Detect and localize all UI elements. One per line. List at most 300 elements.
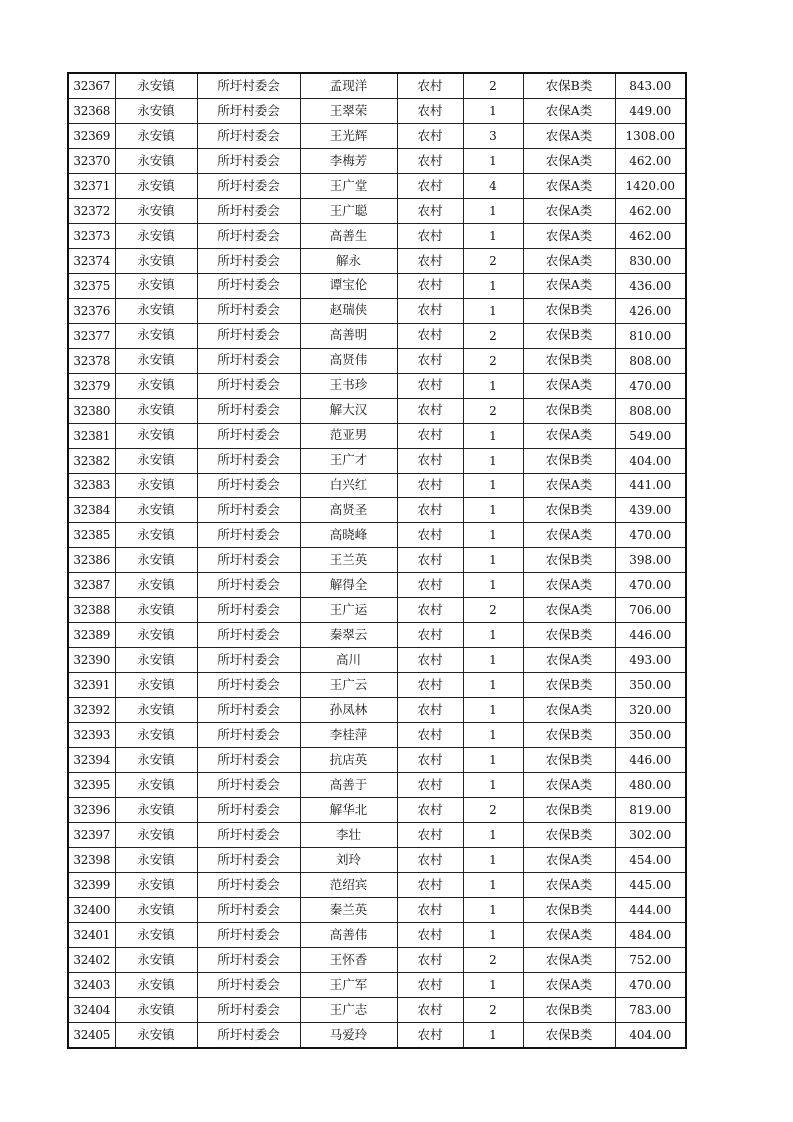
amount-cell: 752.00 [615, 947, 686, 972]
table-row [68, 148, 686, 173]
insurance-category-cell: 农保A类 [523, 873, 615, 898]
person-name-cell: 王兰英 [300, 548, 397, 573]
amount-cell: 446.00 [615, 623, 686, 648]
town-cell: 永安镇 [115, 648, 197, 673]
household-count-cell: 1 [463, 873, 523, 898]
area-type-cell: 农村 [397, 473, 463, 498]
area-type-cell: 农村 [397, 348, 463, 373]
record-id-cell: 32388 [68, 598, 115, 623]
person-name-cell: 抗店英 [300, 748, 397, 773]
amount-cell: 484.00 [615, 922, 686, 947]
amount-cell: 783.00 [615, 997, 686, 1022]
person-name-cell: 高善明 [300, 323, 397, 348]
person-name-cell: 高贤伟 [300, 348, 397, 373]
amount-cell: 404.00 [615, 1022, 686, 1047]
village-committee-cell: 所圩村委会 [197, 573, 300, 598]
record-id-cell: 32385 [68, 523, 115, 548]
household-count-cell: 1 [463, 723, 523, 748]
record-id-cell: 32374 [68, 248, 115, 273]
table-row [68, 248, 686, 273]
insurance-category-cell: 农保A类 [523, 972, 615, 997]
insurance-category-cell: 农保A类 [523, 773, 615, 798]
town-cell: 永安镇 [115, 972, 197, 997]
amount-cell: 398.00 [615, 548, 686, 573]
area-type-cell: 农村 [397, 423, 463, 448]
person-name-cell: 解大汉 [300, 398, 397, 423]
insurance-category-cell: 农保A类 [523, 598, 615, 623]
table-row [68, 922, 686, 947]
record-id-cell: 32403 [68, 972, 115, 997]
household-count-cell: 2 [463, 73, 523, 98]
table-row [68, 947, 686, 972]
table-row [68, 848, 686, 873]
town-cell: 永安镇 [115, 248, 197, 273]
village-committee-cell: 所圩村委会 [197, 423, 300, 448]
person-name-cell: 王广军 [300, 972, 397, 997]
insurance-category-cell: 农保A类 [523, 947, 615, 972]
person-name-cell: 王广堂 [300, 173, 397, 198]
area-type-cell: 农村 [397, 648, 463, 673]
village-committee-cell: 所圩村委会 [197, 972, 300, 997]
insurance-category-cell: 农保B类 [523, 723, 615, 748]
amount-cell: 470.00 [615, 373, 686, 398]
record-id-cell: 32393 [68, 723, 115, 748]
household-count-cell: 1 [463, 148, 523, 173]
household-count-cell: 1 [463, 423, 523, 448]
record-id-cell: 32378 [68, 348, 115, 373]
person-name-cell: 王广云 [300, 673, 397, 698]
village-committee-cell: 所圩村委会 [197, 598, 300, 623]
record-id-cell: 32377 [68, 323, 115, 348]
record-id-cell: 32391 [68, 673, 115, 698]
household-count-cell: 1 [463, 498, 523, 523]
household-count-cell: 1 [463, 773, 523, 798]
table-row [68, 198, 686, 223]
household-count-cell: 1 [463, 972, 523, 997]
record-id-cell: 32367 [68, 73, 115, 98]
table-row [68, 997, 686, 1022]
household-count-cell: 1 [463, 823, 523, 848]
insurance-category-cell: 农保A类 [523, 523, 615, 548]
record-id-cell: 32404 [68, 997, 115, 1022]
record-id-cell: 32381 [68, 423, 115, 448]
table-row [68, 972, 686, 997]
area-type-cell: 农村 [397, 398, 463, 423]
amount-cell: 462.00 [615, 148, 686, 173]
village-committee-cell: 所圩村委会 [197, 273, 300, 298]
amount-cell: 302.00 [615, 823, 686, 848]
village-committee-cell: 所圩村委会 [197, 873, 300, 898]
person-name-cell: 马爱玲 [300, 1022, 397, 1047]
table-row [68, 1022, 686, 1047]
town-cell: 永安镇 [115, 198, 197, 223]
household-count-cell: 1 [463, 573, 523, 598]
area-type-cell: 农村 [397, 972, 463, 997]
household-count-cell: 4 [463, 173, 523, 198]
amount-cell: 462.00 [615, 223, 686, 248]
town-cell: 永安镇 [115, 148, 197, 173]
village-committee-cell: 所圩村委会 [197, 98, 300, 123]
area-type-cell: 农村 [397, 723, 463, 748]
household-count-cell: 1 [463, 1022, 523, 1047]
record-id-cell: 32390 [68, 648, 115, 673]
town-cell: 永安镇 [115, 997, 197, 1022]
person-name-cell: 高川 [300, 648, 397, 673]
area-type-cell: 农村 [397, 897, 463, 922]
person-name-cell: 李桂萍 [300, 723, 397, 748]
household-count-cell: 1 [463, 673, 523, 698]
village-committee-cell: 所圩村委会 [197, 1022, 300, 1047]
record-id-cell: 32384 [68, 498, 115, 523]
amount-cell: 493.00 [615, 648, 686, 673]
insurance-category-cell: 农保B类 [523, 448, 615, 473]
town-cell: 永安镇 [115, 373, 197, 398]
amount-cell: 819.00 [615, 798, 686, 823]
town-cell: 永安镇 [115, 947, 197, 972]
amount-cell: 350.00 [615, 723, 686, 748]
table-row [68, 123, 686, 148]
household-count-cell: 1 [463, 922, 523, 947]
table-body [68, 73, 686, 1048]
insurance-category-cell: 农保B类 [523, 897, 615, 922]
person-name-cell: 高善于 [300, 773, 397, 798]
village-committee-cell: 所圩村委会 [197, 648, 300, 673]
record-id-cell: 32376 [68, 298, 115, 323]
insurance-category-cell: 农保A类 [523, 98, 615, 123]
table-row [68, 173, 686, 198]
insurance-category-cell: 农保B类 [523, 623, 615, 648]
amount-cell: 441.00 [615, 473, 686, 498]
insurance-category-cell: 农保B类 [523, 398, 615, 423]
household-count-cell: 2 [463, 947, 523, 972]
amount-cell: 436.00 [615, 273, 686, 298]
area-type-cell: 农村 [397, 373, 463, 398]
record-id-cell: 32375 [68, 273, 115, 298]
village-committee-cell: 所圩村委会 [197, 623, 300, 648]
amount-cell: 449.00 [615, 98, 686, 123]
person-name-cell: 李梅芳 [300, 148, 397, 173]
household-count-cell: 2 [463, 348, 523, 373]
area-type-cell: 农村 [397, 173, 463, 198]
area-type-cell: 农村 [397, 673, 463, 698]
amount-cell: 549.00 [615, 423, 686, 448]
village-committee-cell: 所圩村委会 [197, 523, 300, 548]
household-count-cell: 1 [463, 223, 523, 248]
table-row [68, 623, 686, 648]
town-cell: 永安镇 [115, 897, 197, 922]
record-id-cell: 32370 [68, 148, 115, 173]
table-row [68, 823, 686, 848]
village-committee-cell: 所圩村委会 [197, 448, 300, 473]
household-count-cell: 1 [463, 623, 523, 648]
area-type-cell: 农村 [397, 873, 463, 898]
amount-cell: 454.00 [615, 848, 686, 873]
area-type-cell: 农村 [397, 922, 463, 947]
amount-cell: 706.00 [615, 598, 686, 623]
area-type-cell: 农村 [397, 748, 463, 773]
amount-cell: 439.00 [615, 498, 686, 523]
town-cell: 永安镇 [115, 873, 197, 898]
amount-cell: 808.00 [615, 398, 686, 423]
insurance-category-cell: 农保B类 [523, 997, 615, 1022]
insurance-category-cell: 农保B类 [523, 498, 615, 523]
amount-cell: 446.00 [615, 748, 686, 773]
amount-cell: 444.00 [615, 897, 686, 922]
village-committee-cell: 所圩村委会 [197, 848, 300, 873]
amount-cell: 810.00 [615, 323, 686, 348]
insurance-category-cell: 农保B类 [523, 748, 615, 773]
person-name-cell: 王翠荣 [300, 98, 397, 123]
village-committee-cell: 所圩村委会 [197, 173, 300, 198]
household-count-cell: 2 [463, 997, 523, 1022]
town-cell: 永安镇 [115, 1022, 197, 1047]
household-count-cell: 1 [463, 897, 523, 922]
table-row [68, 673, 686, 698]
person-name-cell: 王光辉 [300, 123, 397, 148]
area-type-cell: 农村 [397, 573, 463, 598]
person-name-cell: 解永 [300, 248, 397, 273]
person-name-cell: 谭宝伦 [300, 273, 397, 298]
area-type-cell: 农村 [397, 997, 463, 1022]
person-name-cell: 赵瑞侠 [300, 298, 397, 323]
record-id-cell: 32397 [68, 823, 115, 848]
person-name-cell: 王广聪 [300, 198, 397, 223]
household-count-cell: 1 [463, 198, 523, 223]
town-cell: 永安镇 [115, 298, 197, 323]
person-name-cell: 王书珍 [300, 373, 397, 398]
area-type-cell: 农村 [397, 773, 463, 798]
town-cell: 永安镇 [115, 348, 197, 373]
person-name-cell: 王广才 [300, 448, 397, 473]
insurance-category-cell: 农保A类 [523, 848, 615, 873]
town-cell: 永安镇 [115, 98, 197, 123]
town-cell: 永安镇 [115, 823, 197, 848]
person-name-cell: 解得全 [300, 573, 397, 598]
amount-cell: 462.00 [615, 198, 686, 223]
town-cell: 永安镇 [115, 698, 197, 723]
town-cell: 永安镇 [115, 673, 197, 698]
insurance-category-cell: 农保A类 [523, 423, 615, 448]
town-cell: 永安镇 [115, 398, 197, 423]
table-row [68, 598, 686, 623]
household-count-cell: 1 [463, 523, 523, 548]
amount-cell: 320.00 [615, 698, 686, 723]
subsidy-roster-table [67, 72, 687, 1049]
insurance-category-cell: 农保A类 [523, 248, 615, 273]
person-name-cell: 高善伟 [300, 922, 397, 947]
village-committee-cell: 所圩村委会 [197, 73, 300, 98]
record-id-cell: 32380 [68, 398, 115, 423]
area-type-cell: 农村 [397, 298, 463, 323]
household-count-cell: 1 [463, 548, 523, 573]
insurance-category-cell: 农保B类 [523, 348, 615, 373]
insurance-category-cell: 农保A类 [523, 148, 615, 173]
area-type-cell: 农村 [397, 523, 463, 548]
record-id-cell: 32368 [68, 98, 115, 123]
person-name-cell: 王广志 [300, 997, 397, 1022]
town-cell: 永安镇 [115, 448, 197, 473]
person-name-cell: 秦翠云 [300, 623, 397, 648]
table-row [68, 573, 686, 598]
town-cell: 永安镇 [115, 623, 197, 648]
amount-cell: 470.00 [615, 573, 686, 598]
area-type-cell: 农村 [397, 323, 463, 348]
area-type-cell: 农村 [397, 198, 463, 223]
insurance-category-cell: 农保B类 [523, 323, 615, 348]
household-count-cell: 1 [463, 298, 523, 323]
insurance-category-cell: 农保A类 [523, 198, 615, 223]
amount-cell: 470.00 [615, 972, 686, 997]
town-cell: 永安镇 [115, 548, 197, 573]
record-id-cell: 32394 [68, 748, 115, 773]
insurance-category-cell: 农保A类 [523, 573, 615, 598]
household-count-cell: 2 [463, 798, 523, 823]
village-committee-cell: 所圩村委会 [197, 248, 300, 273]
table-row [68, 73, 686, 98]
insurance-category-cell: 农保A类 [523, 373, 615, 398]
record-id-cell: 32371 [68, 173, 115, 198]
insurance-category-cell: 农保A类 [523, 223, 615, 248]
household-count-cell: 1 [463, 698, 523, 723]
town-cell: 永安镇 [115, 798, 197, 823]
table-row [68, 273, 686, 298]
record-id-cell: 32398 [68, 848, 115, 873]
table-row [68, 523, 686, 548]
area-type-cell: 农村 [397, 698, 463, 723]
insurance-category-cell: 农保A类 [523, 648, 615, 673]
record-id-cell: 32369 [68, 123, 115, 148]
amount-cell: 404.00 [615, 448, 686, 473]
amount-cell: 445.00 [615, 873, 686, 898]
village-committee-cell: 所圩村委会 [197, 947, 300, 972]
household-count-cell: 1 [463, 848, 523, 873]
town-cell: 永安镇 [115, 523, 197, 548]
person-name-cell: 范亚男 [300, 423, 397, 448]
table-row [68, 773, 686, 798]
area-type-cell: 农村 [397, 273, 463, 298]
table-row [68, 298, 686, 323]
table-row [68, 98, 686, 123]
amount-cell: 480.00 [615, 773, 686, 798]
village-committee-cell: 所圩村委会 [197, 723, 300, 748]
household-count-cell: 1 [463, 648, 523, 673]
amount-cell: 1308.00 [615, 123, 686, 148]
town-cell: 永安镇 [115, 922, 197, 947]
insurance-category-cell: 农保A类 [523, 698, 615, 723]
table-row [68, 223, 686, 248]
person-name-cell: 高善生 [300, 223, 397, 248]
town-cell: 永安镇 [115, 598, 197, 623]
person-name-cell: 范绍宾 [300, 873, 397, 898]
record-id-cell: 32395 [68, 773, 115, 798]
table-row [68, 398, 686, 423]
person-name-cell: 高晓峰 [300, 523, 397, 548]
record-id-cell: 32396 [68, 798, 115, 823]
town-cell: 永安镇 [115, 273, 197, 298]
record-id-cell: 32400 [68, 897, 115, 922]
record-id-cell: 32372 [68, 198, 115, 223]
table-row [68, 897, 686, 922]
table-row [68, 323, 686, 348]
town-cell: 永安镇 [115, 498, 197, 523]
table-row [68, 373, 686, 398]
person-name-cell: 刘玲 [300, 848, 397, 873]
record-id-cell: 32402 [68, 947, 115, 972]
amount-cell: 1420.00 [615, 173, 686, 198]
record-id-cell: 32399 [68, 873, 115, 898]
household-count-cell: 1 [463, 748, 523, 773]
table-row [68, 473, 686, 498]
person-name-cell: 高贤圣 [300, 498, 397, 523]
record-id-cell: 32382 [68, 448, 115, 473]
village-committee-cell: 所圩村委会 [197, 398, 300, 423]
village-committee-cell: 所圩村委会 [197, 823, 300, 848]
village-committee-cell: 所圩村委会 [197, 798, 300, 823]
insurance-category-cell: 农保B类 [523, 798, 615, 823]
village-committee-cell: 所圩村委会 [197, 223, 300, 248]
person-name-cell: 孙凤林 [300, 698, 397, 723]
village-committee-cell: 所圩村委会 [197, 698, 300, 723]
amount-cell: 350.00 [615, 673, 686, 698]
household-count-cell: 2 [463, 323, 523, 348]
insurance-category-cell: 农保B类 [523, 298, 615, 323]
area-type-cell: 农村 [397, 598, 463, 623]
amount-cell: 830.00 [615, 248, 686, 273]
household-count-cell: 2 [463, 398, 523, 423]
household-count-cell: 1 [463, 373, 523, 398]
village-committee-cell: 所圩村委会 [197, 323, 300, 348]
table-row [68, 748, 686, 773]
insurance-category-cell: 农保A类 [523, 123, 615, 148]
record-id-cell: 32383 [68, 473, 115, 498]
amount-cell: 470.00 [615, 523, 686, 548]
area-type-cell: 农村 [397, 448, 463, 473]
village-committee-cell: 所圩村委会 [197, 198, 300, 223]
area-type-cell: 农村 [397, 123, 463, 148]
person-name-cell: 孟现洋 [300, 73, 397, 98]
town-cell: 永安镇 [115, 573, 197, 598]
area-type-cell: 农村 [397, 1022, 463, 1047]
insurance-category-cell: 农保A类 [523, 273, 615, 298]
record-id-cell: 32387 [68, 573, 115, 598]
village-committee-cell: 所圩村委会 [197, 498, 300, 523]
area-type-cell: 农村 [397, 248, 463, 273]
amount-cell: 808.00 [615, 348, 686, 373]
town-cell: 永安镇 [115, 773, 197, 798]
village-committee-cell: 所圩村委会 [197, 148, 300, 173]
record-id-cell: 32401 [68, 922, 115, 947]
amount-cell: 426.00 [615, 298, 686, 323]
town-cell: 永安镇 [115, 473, 197, 498]
person-name-cell: 白兴红 [300, 473, 397, 498]
town-cell: 永安镇 [115, 323, 197, 348]
person-name-cell: 解华北 [300, 798, 397, 823]
person-name-cell: 王广运 [300, 598, 397, 623]
table-row [68, 548, 686, 573]
village-committee-cell: 所圩村委会 [197, 997, 300, 1022]
household-count-cell: 2 [463, 598, 523, 623]
village-committee-cell: 所圩村委会 [197, 298, 300, 323]
area-type-cell: 农村 [397, 148, 463, 173]
record-id-cell: 32389 [68, 623, 115, 648]
insurance-category-cell: 农保B类 [523, 673, 615, 698]
household-count-cell: 1 [463, 273, 523, 298]
area-type-cell: 农村 [397, 623, 463, 648]
village-committee-cell: 所圩村委会 [197, 748, 300, 773]
town-cell: 永安镇 [115, 723, 197, 748]
table-row [68, 723, 686, 748]
village-committee-cell: 所圩村委会 [197, 897, 300, 922]
